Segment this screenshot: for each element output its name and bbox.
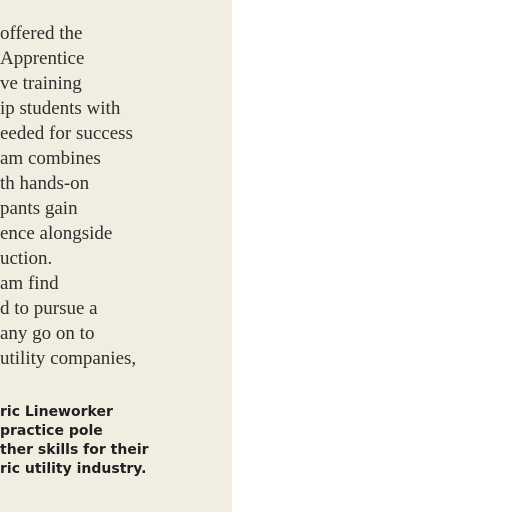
body-line: ve training [0, 73, 82, 94]
body-line: th hands-on [0, 173, 90, 194]
caption-line: ric Lineworker [0, 404, 113, 420]
body-line: d to pursue a [0, 298, 98, 319]
body-line: any go on to [0, 323, 95, 344]
body-line: am find [0, 273, 59, 294]
body-line: am combines [0, 148, 101, 169]
body-line: ip students with [0, 98, 121, 119]
body-line: utility companies, [0, 348, 137, 369]
body-line: offered the [0, 23, 83, 44]
caption-line: ther skills for their [0, 442, 149, 458]
body-line: uction. [0, 248, 53, 269]
caption-line: practice pole [0, 423, 103, 439]
body-line: Apprentice [0, 48, 85, 69]
body-line: ence alongside [0, 223, 113, 244]
photo-caption [0, 403, 149, 479]
caption-line: ric utility industry. [0, 461, 147, 477]
article-sidebar-panel [0, 0, 232, 512]
body-line: pants gain [0, 198, 78, 219]
body-line: eeded for success [0, 123, 133, 144]
article-body-text [0, 21, 136, 371]
